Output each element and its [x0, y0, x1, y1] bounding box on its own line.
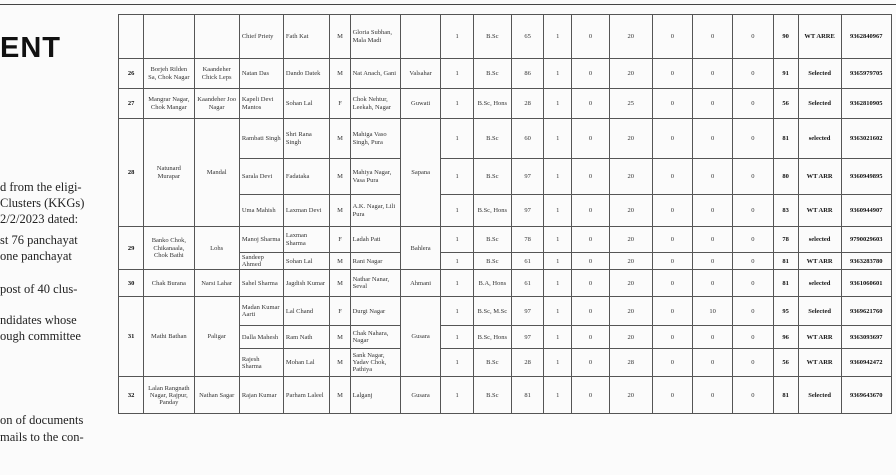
table-cell: 0 — [692, 59, 732, 89]
table-cell: 91 — [773, 59, 798, 89]
table-cell: Selected — [798, 297, 841, 326]
table-cell: WT ARR — [798, 326, 841, 349]
table-cell: 1 — [441, 270, 474, 297]
table-cell: 9361060601 — [841, 270, 892, 297]
top-rule — [0, 4, 896, 5]
table-cell: Lohs — [194, 227, 239, 270]
table-cell: 9360949895 — [841, 159, 892, 195]
table-cell: 0 — [652, 326, 692, 349]
table-cell: 0 — [733, 270, 773, 297]
table-cell: 1 — [544, 119, 572, 159]
table-cell: 1 — [544, 253, 572, 270]
article-line: ndidates whose — [0, 313, 77, 327]
table-cell: 0 — [572, 377, 610, 414]
table-cell: Mathi Bathan — [144, 297, 194, 377]
table-cell: 0 — [572, 326, 610, 349]
table-cell: Uma Mahish — [239, 195, 283, 227]
table-cell: Rambati Singh — [239, 119, 283, 159]
table-cell: 1 — [544, 326, 572, 349]
table-cell: 0 — [572, 270, 610, 297]
table-cell: 0 — [572, 227, 610, 253]
article-column — [0, 0, 118, 475]
table-cell: B.Sc — [473, 349, 511, 377]
table-cell: 97 — [511, 159, 544, 195]
table-cell: 97 — [511, 326, 544, 349]
table-cell: Rajan Kumar — [239, 377, 283, 414]
table-cell: 20 — [609, 253, 652, 270]
table-cell: 1 — [544, 349, 572, 377]
table-cell: 81 — [511, 377, 544, 414]
table-cell: 0 — [692, 253, 732, 270]
table-cell: B.Sc — [473, 253, 511, 270]
table-cell: 0 — [692, 377, 732, 414]
table-cell: 0 — [733, 119, 773, 159]
table-cell: 0 — [652, 253, 692, 270]
table-cell: 9362840967 — [841, 15, 892, 59]
table-cell: B.Sc — [473, 159, 511, 195]
table-cell: 81 — [773, 377, 798, 414]
table-cell: Selected — [798, 59, 841, 89]
table-cell: B.Sc — [473, 227, 511, 253]
table-row — [119, 59, 892, 89]
table-cell: 0 — [733, 253, 773, 270]
table-cell: 20 — [609, 159, 652, 195]
table-cell: 1 — [544, 89, 572, 119]
table-cell: Sohan Lal — [283, 89, 330, 119]
table-cell: Parham Laleel — [283, 377, 330, 414]
table-cell: Gusara — [400, 377, 440, 414]
table-cell: M — [330, 195, 350, 227]
table-cell: Nathan Sagar — [194, 377, 239, 414]
table-cell: Kaandeher Joo Nagar — [194, 89, 239, 119]
table-cell: 0 — [692, 15, 732, 59]
table-cell: 26 — [119, 59, 144, 89]
table-cell: 0 — [572, 349, 610, 377]
table-cell: 60 — [511, 119, 544, 159]
table-body — [119, 15, 892, 414]
table-cell: 1 — [441, 195, 474, 227]
table-row — [119, 227, 892, 253]
table-cell: Shri Rana Singh — [283, 119, 330, 159]
table-cell: 31 — [119, 297, 144, 377]
table-cell: Narsi Lahar — [194, 270, 239, 297]
table-cell: 9360942472 — [841, 349, 892, 377]
table-cell: 0 — [572, 119, 610, 159]
table-cell: Chak Burana — [144, 270, 194, 297]
table-cell: 78 — [773, 227, 798, 253]
table-cell: 0 — [652, 227, 692, 253]
table-cell: selected — [798, 119, 841, 159]
table-cell: Rajesh Sharma — [239, 349, 283, 377]
table-cell: Selected — [798, 89, 841, 119]
table-cell: M — [330, 59, 350, 89]
table-cell: 9360944907 — [841, 195, 892, 227]
table-cell: Fath Kat — [283, 15, 330, 59]
table-cell: 1 — [544, 159, 572, 195]
table-cell: Natunard Murapar — [144, 119, 194, 227]
table-cell: 1 — [441, 227, 474, 253]
table-cell: 1 — [544, 377, 572, 414]
table-cell: Natan Das — [239, 59, 283, 89]
table-cell: 28 — [119, 119, 144, 227]
table-row — [119, 15, 892, 59]
table-cell: 86 — [511, 59, 544, 89]
table-cell: 0 — [733, 349, 773, 377]
table-cell: 1 — [441, 253, 474, 270]
table-cell — [194, 15, 239, 59]
table-cell: 27 — [119, 89, 144, 119]
table-cell: 9362810905 — [841, 89, 892, 119]
table-cell: 0 — [652, 89, 692, 119]
table-cell: 20 — [609, 297, 652, 326]
table-cell: WT ARR — [798, 253, 841, 270]
table-cell: A.K. Nagar, Lili Pura — [350, 195, 400, 227]
table-cell: 0 — [652, 119, 692, 159]
table-cell: 10 — [692, 297, 732, 326]
table-cell: 0 — [733, 326, 773, 349]
table-cell: 0 — [572, 15, 610, 59]
table-cell: 0 — [572, 297, 610, 326]
article-line: mails to the con- — [0, 430, 84, 444]
table-cell: WT ARR — [798, 349, 841, 377]
table-cell: 0 — [692, 326, 732, 349]
table-cell: Laxman Devi — [283, 195, 330, 227]
table-cell: F — [330, 227, 350, 253]
table-cell: 0 — [692, 227, 732, 253]
table-cell: 0 — [692, 159, 732, 195]
table-cell: 0 — [733, 297, 773, 326]
table-cell: WT ARRE — [798, 15, 841, 59]
table-cell: B.Sc — [473, 377, 511, 414]
table-row — [119, 270, 892, 297]
table-cell: 0 — [652, 159, 692, 195]
table-cell: M — [330, 349, 350, 377]
table-cell: selected — [798, 270, 841, 297]
table-cell — [119, 15, 144, 59]
table-cell: 97 — [511, 297, 544, 326]
table-cell: Laxman Sharma — [283, 227, 330, 253]
table-cell: 1 — [544, 15, 572, 59]
table-cell: 81 — [773, 270, 798, 297]
table-cell: 32 — [119, 377, 144, 414]
table-cell: 1 — [544, 297, 572, 326]
table-cell: Gloria Subhan, Mala Madi — [350, 15, 400, 59]
table-cell: Rani Nagar — [350, 253, 400, 270]
table-cell: B.Sc, Hons — [473, 195, 511, 227]
table-cell: M — [330, 377, 350, 414]
table-cell: 1 — [441, 159, 474, 195]
table-cell: 0 — [652, 270, 692, 297]
table-cell: 83 — [773, 195, 798, 227]
table-cell: 81 — [773, 119, 798, 159]
table-cell: Nathar Nanar, Seval — [350, 270, 400, 297]
table-cell: 20 — [609, 119, 652, 159]
table-cell: Ram Nath — [283, 326, 330, 349]
table-cell — [400, 15, 440, 59]
table-cell: 0 — [692, 89, 732, 119]
table-cell: M — [330, 119, 350, 159]
table-cell: 1 — [441, 349, 474, 377]
table-row — [119, 119, 892, 159]
table-cell: 0 — [692, 349, 732, 377]
table-cell: Durgi Nagar — [350, 297, 400, 326]
table-cell: 65 — [511, 15, 544, 59]
table-cell: M — [330, 15, 350, 59]
table-cell: Sapana — [400, 119, 440, 227]
table-cell: Ladah Pati — [350, 227, 400, 253]
table-cell: 90 — [773, 15, 798, 59]
table-cell: 0 — [692, 270, 732, 297]
table-cell: 0 — [733, 59, 773, 89]
table-cell: B.Sc — [473, 15, 511, 59]
table-cell: 9365979705 — [841, 59, 892, 89]
table-cell: Chief Priety — [239, 15, 283, 59]
table-cell: 0 — [733, 227, 773, 253]
table-cell: Manoj Sharma — [239, 227, 283, 253]
table-cell: 1 — [544, 59, 572, 89]
table-cell: F — [330, 297, 350, 326]
table-cell: Sarala Devi — [239, 159, 283, 195]
table-cell: 0 — [692, 119, 732, 159]
table-cell: 28 — [511, 349, 544, 377]
table-cell: Lalganj — [350, 377, 400, 414]
table-cell: Valsahar — [400, 59, 440, 89]
table-cell: 0 — [733, 89, 773, 119]
table-cell: 20 — [609, 270, 652, 297]
table-cell: 56 — [773, 89, 798, 119]
table-cell: Jagdish Kumar — [283, 270, 330, 297]
table-cell: Chok Nehtur, Leekah, Nagar — [350, 89, 400, 119]
table-cell: 0 — [733, 159, 773, 195]
table-cell: 28 — [609, 349, 652, 377]
article-line: d from the eligi- — [0, 180, 82, 194]
article-line: Clusters (KKGs) — [0, 196, 85, 210]
table-cell: Nat Anach, Gani — [350, 59, 400, 89]
table-cell: 20 — [609, 377, 652, 414]
article-line: ough committee — [0, 329, 81, 343]
table-cell: 9369643670 — [841, 377, 892, 414]
table-cell: Guwati — [400, 89, 440, 119]
table-cell: 1 — [544, 227, 572, 253]
table-cell: Selected — [798, 377, 841, 414]
table-cell: 61 — [511, 270, 544, 297]
table-cell: Chak Nahara, Nagar — [350, 326, 400, 349]
table-cell: 9363283780 — [841, 253, 892, 270]
table-cell: Kapeli Devi Mantos — [239, 89, 283, 119]
table-cell — [144, 15, 194, 59]
table-cell: 0 — [652, 59, 692, 89]
table-cell: Banko Chok, Chikanaala, Chok Bathi — [144, 227, 194, 270]
table-cell: Lal Chand — [283, 297, 330, 326]
table-cell: F — [330, 89, 350, 119]
table-cell: 20 — [609, 195, 652, 227]
table-cell: 1 — [544, 195, 572, 227]
table-cell: 0 — [733, 15, 773, 59]
article-line: one panchayat — [0, 249, 72, 263]
table-cell: B.A, Hons — [473, 270, 511, 297]
table-cell: 0 — [572, 159, 610, 195]
article-heading: ENT — [0, 32, 61, 64]
table-cell: B.Sc, M.Sc — [473, 297, 511, 326]
table-cell: Dando Datek — [283, 59, 330, 89]
table-cell: selected — [798, 227, 841, 253]
table-cell: Mandal — [194, 119, 239, 227]
table-cell: B.Sc — [473, 119, 511, 159]
table-cell: Kaandeher Chick Leps — [194, 59, 239, 89]
table-cell: 20 — [609, 326, 652, 349]
table-cell: Gusara — [400, 297, 440, 377]
table-cell: 0 — [733, 195, 773, 227]
table-cell: 9363093697 — [841, 326, 892, 349]
table-cell: Madan Kumar Aarti — [239, 297, 283, 326]
table-cell: 1 — [441, 89, 474, 119]
table-cell: Dalla Mahesh — [239, 326, 283, 349]
table-cell: Bahlera — [400, 227, 440, 270]
table-cell: Sahel Sharma — [239, 270, 283, 297]
table-cell: 9369621760 — [841, 297, 892, 326]
table-cell: 25 — [609, 89, 652, 119]
table-cell: 1 — [441, 377, 474, 414]
table-cell: 0 — [572, 253, 610, 270]
table-row — [119, 377, 892, 414]
table-cell: 1 — [441, 326, 474, 349]
candidate-table — [118, 14, 892, 414]
table-cell: Mangrar Nagar, Chok Mangar — [144, 89, 194, 119]
table-cell: 0 — [733, 377, 773, 414]
table-cell: 96 — [773, 326, 798, 349]
table-cell: 0 — [652, 297, 692, 326]
table-cell: B.Sc, Hons — [473, 326, 511, 349]
table-cell: 0 — [572, 59, 610, 89]
table-cell: B.Sc, Hons — [473, 89, 511, 119]
table-cell: 0 — [652, 349, 692, 377]
table-cell: M — [330, 159, 350, 195]
table-cell: 1 — [441, 15, 474, 59]
table-cell: Paligar — [194, 297, 239, 377]
table-cell: 0 — [572, 195, 610, 227]
table-cell: Lalan Rangnath Nagar, Rajpur, Panday — [144, 377, 194, 414]
table-cell: 0 — [572, 89, 610, 119]
table-cell: 9363021602 — [841, 119, 892, 159]
table-cell: 80 — [773, 159, 798, 195]
table-cell: 20 — [609, 227, 652, 253]
table-cell: Borjeh Rilden Sa, Chok Nagar — [144, 59, 194, 89]
table-cell: 1 — [441, 59, 474, 89]
table-cell: 0 — [652, 15, 692, 59]
table-cell: 81 — [773, 253, 798, 270]
table-cell: 1 — [544, 270, 572, 297]
article-line: on of documents — [0, 413, 84, 427]
article-line: st 76 panchayat — [0, 233, 78, 247]
table-cell: Mahiya Nagar, Vasa Pura — [350, 159, 400, 195]
table-cell: 0 — [692, 195, 732, 227]
table-cell: Sandeep Ahmed — [239, 253, 283, 270]
table-cell: 9790029603 — [841, 227, 892, 253]
table-cell: 28 — [511, 89, 544, 119]
table-cell: Mahiga Vaso Singh, Pura — [350, 119, 400, 159]
table-cell: 97 — [511, 195, 544, 227]
table-cell: M — [330, 270, 350, 297]
article-line: 2/2/2023 dated: — [0, 212, 79, 226]
table-cell: 1 — [441, 297, 474, 326]
table-cell: WT ARR — [798, 195, 841, 227]
table-cell: Sohan Lal — [283, 253, 330, 270]
table-cell: 0 — [652, 195, 692, 227]
table-cell: Sank Nagar, Yadav Chok, Pathiya — [350, 349, 400, 377]
table-cell: 1 — [441, 119, 474, 159]
table-cell: 20 — [609, 59, 652, 89]
table-cell: Fadataka — [283, 159, 330, 195]
table-cell: 56 — [773, 349, 798, 377]
table-cell: 61 — [511, 253, 544, 270]
table-cell: 95 — [773, 297, 798, 326]
table-cell: 29 — [119, 227, 144, 270]
article-line: post of 40 clus- — [0, 282, 78, 296]
table-cell: 20 — [609, 15, 652, 59]
table-cell: Mohan Lal — [283, 349, 330, 377]
table-cell: Ahmani — [400, 270, 440, 297]
table-row — [119, 297, 892, 326]
table-cell: 78 — [511, 227, 544, 253]
table-cell: M — [330, 326, 350, 349]
table-cell: WT ARR — [798, 159, 841, 195]
table-cell: M — [330, 253, 350, 270]
table-cell: 30 — [119, 270, 144, 297]
table-cell: 0 — [652, 377, 692, 414]
table-cell: B.Sc — [473, 59, 511, 89]
table-row — [119, 89, 892, 119]
